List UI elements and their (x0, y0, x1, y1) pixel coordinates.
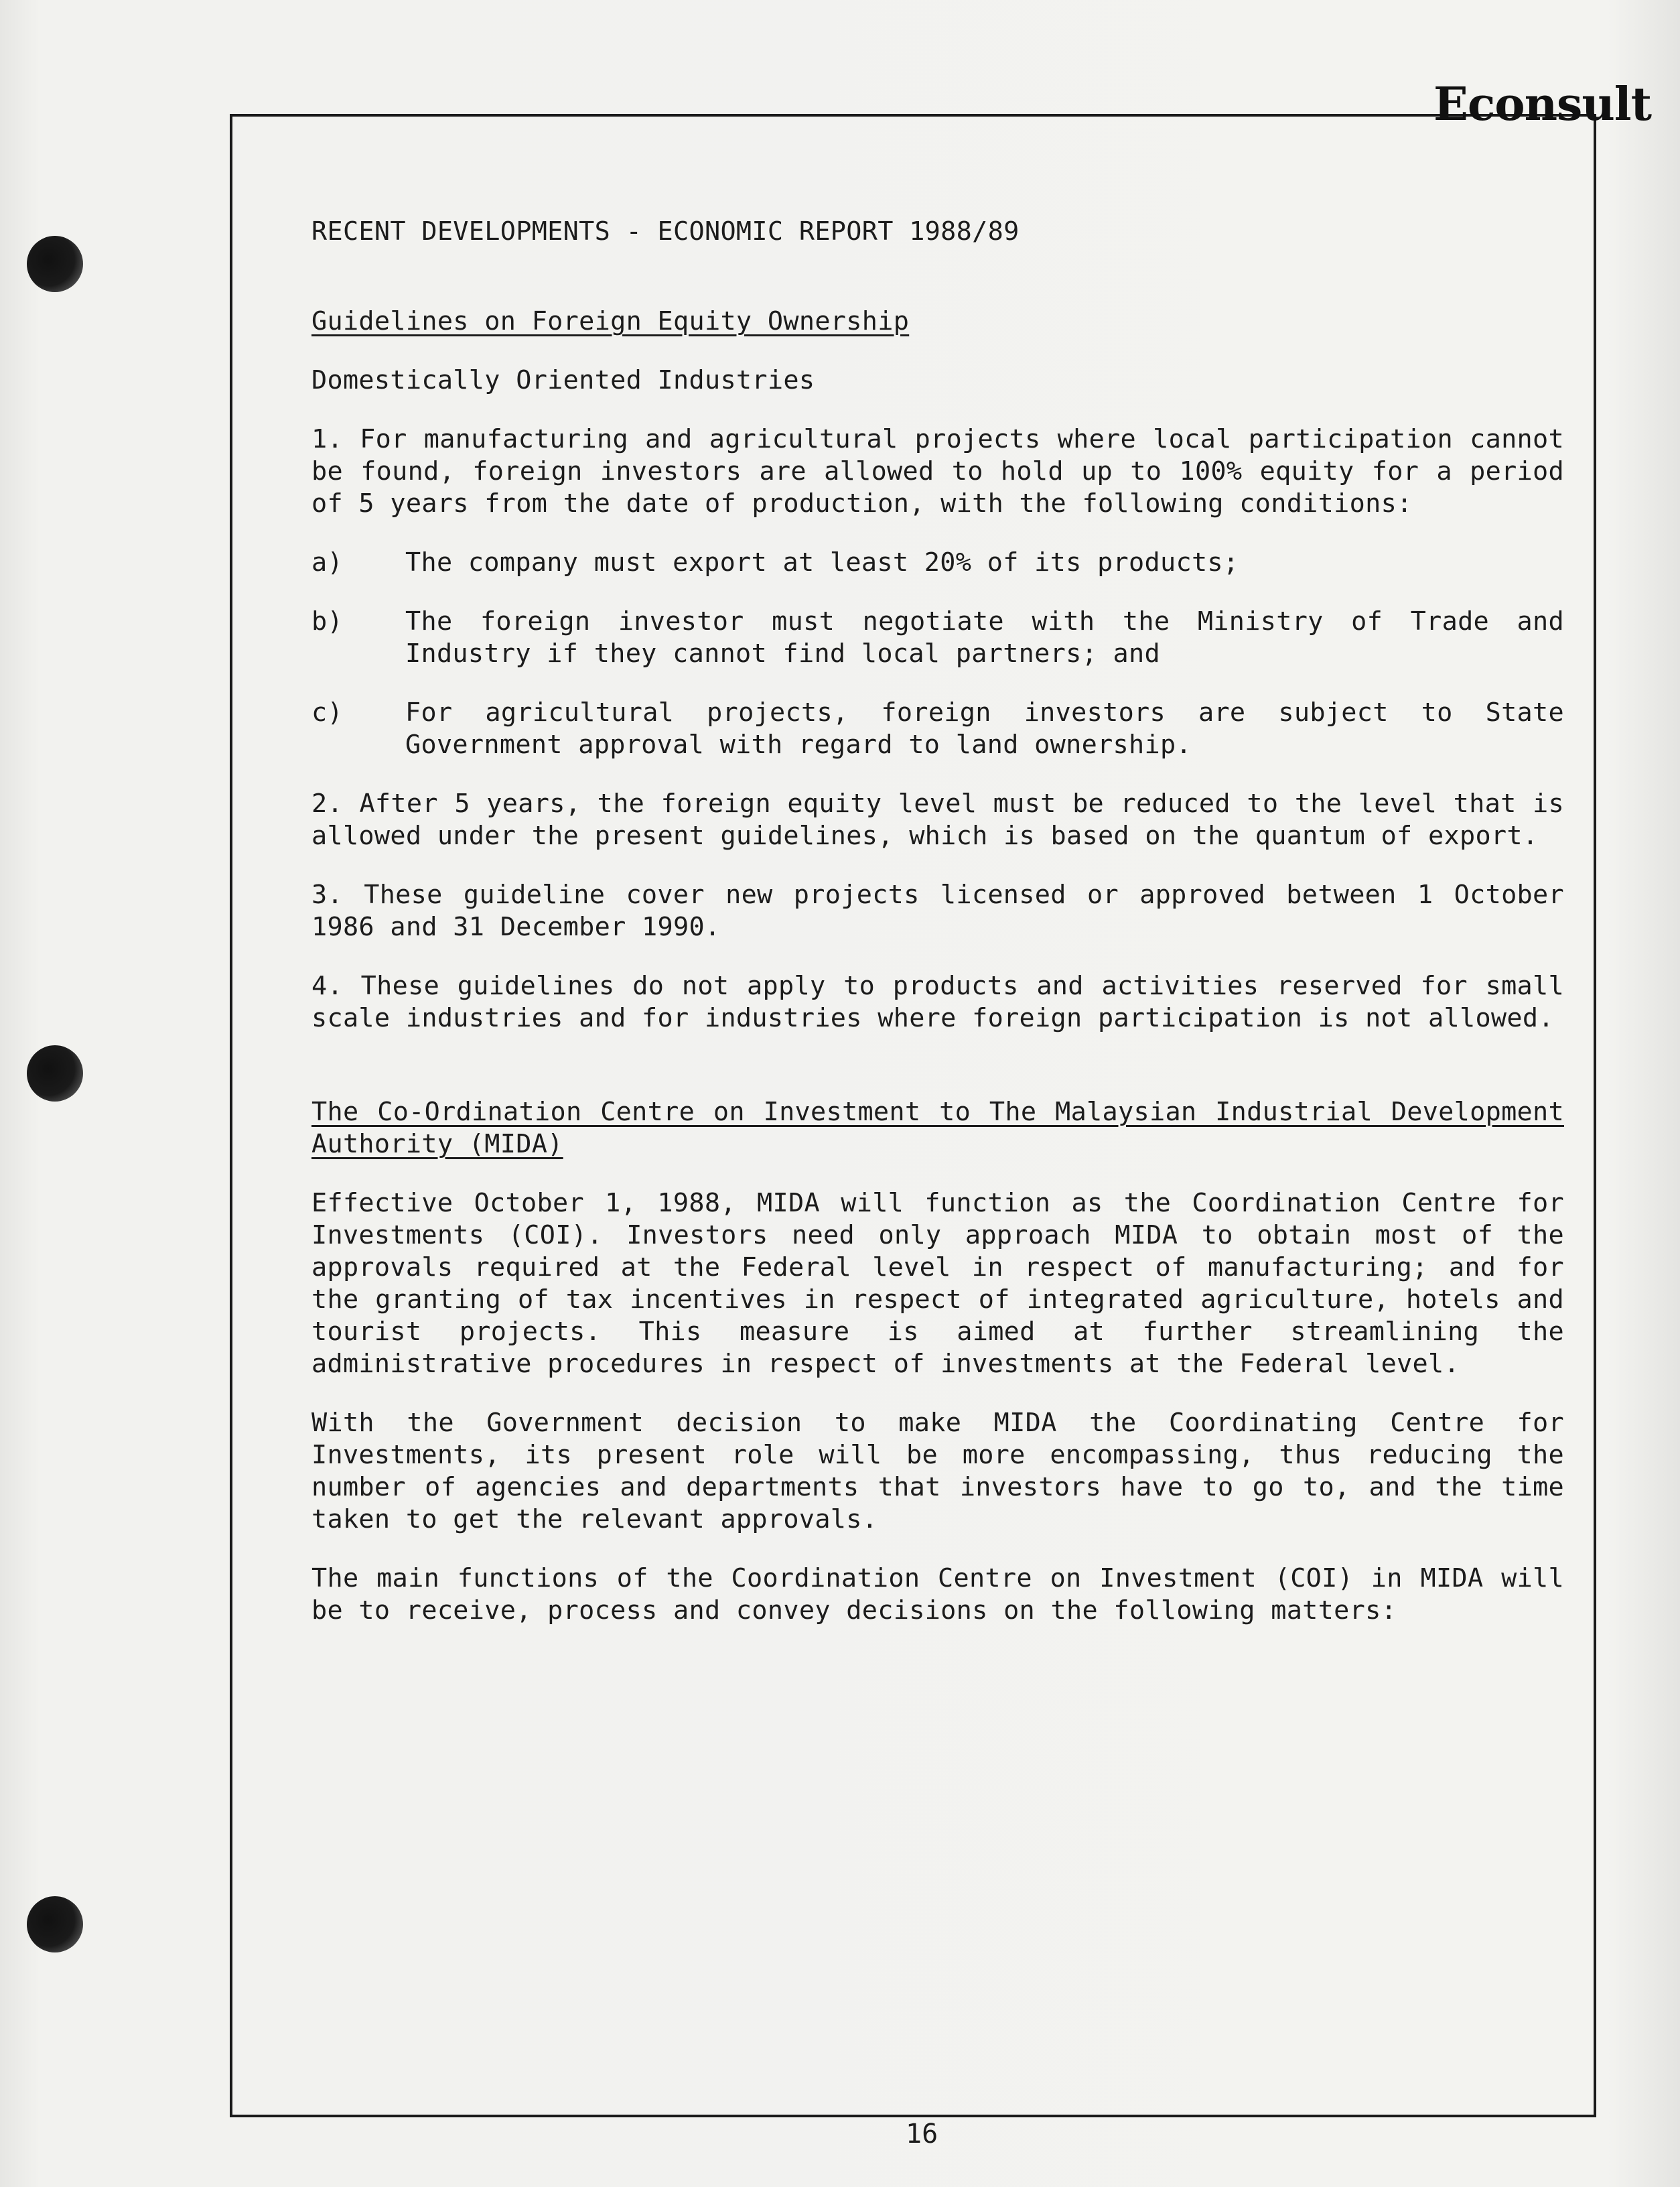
paragraph-mida-2: With the Government decision to make MIDA the Coordinating Centre for Investments, its present role will be more encompassing, thus reducing the number of agencies and departments that investors have to go to, and the time taken to get the relevant approvals. (311, 1408, 1564, 1534)
paragraph-2: 2. After 5 years, the foreign equity level must be reduced to the level that is allowed under the present guidelines, which is based on the quantum of export. (311, 789, 1564, 851)
punch-hole-top (27, 236, 83, 292)
condition-text: The company must export at least 20% of its products; (405, 547, 1239, 578)
condition-label: c) (311, 698, 343, 728)
condition-text: The foreign investor must negotiate with the Ministry of Trade and Industry if they cannot find local partners; and (405, 606, 1564, 669)
brand-logo: Econsult (1433, 78, 1651, 131)
condition-label: b) (311, 606, 343, 637)
page-number: 16 (906, 2119, 938, 2149)
punch-hole-bottom (27, 1896, 83, 1952)
paragraph-3: 3. These guideline cover new projects licensed or approved between 1 October 1986 and 31 December 1990. (311, 880, 1564, 942)
subheading-domestic-industries: Domestically Oriented Industries (311, 365, 815, 395)
condition-text: For agricultural projects, foreign investors are subject to State Government approval with regard to land ownership. (405, 698, 1564, 760)
condition-a (311, 547, 1564, 579)
section-heading-coordination-centre: The Co-Ordination Centre on Investment to The Malaysian Industrial Development Authority (MIDA) (311, 1097, 1564, 1159)
paragraph-mida-3: The main functions of the Coordination Centre on Investment (COI) in MIDA will be to receive, process and convey decisions on the following matters: (311, 1563, 1564, 1626)
section-heading-foreign-equity: Guidelines on Foreign Equity Ownership (311, 306, 910, 336)
punch-hole-middle (27, 1045, 83, 1102)
paragraph-mida-1: Effective October 1, 1988, MIDA will function as the Coordination Centre for Investments (COI). Investors need only approach MIDA to obtain most of the approvals required at the Federal level in respect of manufacturing; and for the granting of tax incentives in respect of integrated agriculture, hotels and tourist projects. This measure is aimed at further streamlining the administrative procedures in respect of investments at the Federal level. (311, 1188, 1564, 1379)
report-body (311, 216, 1564, 1627)
condition-label: a) (311, 547, 343, 578)
report-title: RECENT DEVELOPMENTS - ECONOMIC REPORT 1988/89 (311, 216, 1020, 247)
condition-b (311, 606, 1564, 670)
paragraph-1: 1. For manufacturing and agricultural projects where local participation cannot be found, foreign investors are allowed to hold up to 100% equity for a period of 5 years from the date of production, with the following conditions: (311, 424, 1564, 519)
condition-c (311, 697, 1564, 761)
paragraph-4: 4. These guidelines do not apply to products and activities reserved for small scale industries and for industries where foreign participation is not allowed. (311, 971, 1564, 1033)
